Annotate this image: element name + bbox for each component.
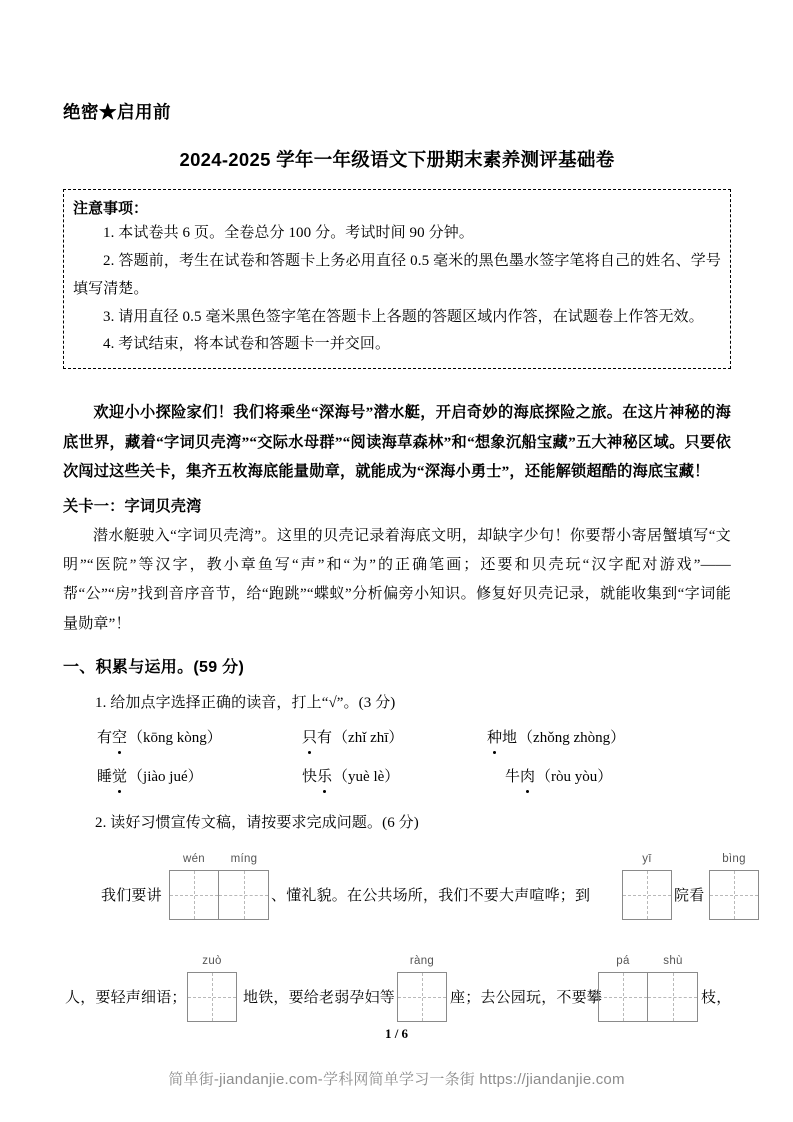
choice-pinyin: （jiào jué） xyxy=(128,768,203,785)
pinyin-label: ràng xyxy=(409,955,435,968)
choice-item[interactable] xyxy=(302,726,487,750)
tianzige-cell[interactable] xyxy=(169,870,219,920)
tianzige-group-pashu[interactable] xyxy=(598,955,698,1022)
tianzige-group-wenming[interactable] xyxy=(169,853,269,920)
choice-word: 牛肉 xyxy=(505,765,535,789)
pinyin-label: zuò xyxy=(202,955,222,968)
level-one-body: 潜水艇驶入“字词贝壳湾”。这里的贝壳记录着海底文明，却缺字少句！你要帮小寄居蟹填写“文明”“医院”等汉字，教小章鱼写“声”和“为”的正确笔画；还要和贝壳玩“汉字配对游戏”——帮“公”“房”找到音序音节，给“跑跳”“蝶蚁”分析偏旁小知识。修复好贝壳记录，就能收集到“字词能量勋章”！ xyxy=(63,527,731,632)
pinyin-label: pá xyxy=(616,955,630,968)
pinyin-labels xyxy=(169,853,269,865)
line-text-segment: 我们要讲 xyxy=(101,888,162,905)
tianzige-cells[interactable] xyxy=(187,972,237,1022)
dotted-char: 觉 xyxy=(112,765,127,789)
choice-word: 有空 xyxy=(97,726,127,750)
question-1-row-2 xyxy=(97,765,731,789)
tianzige-cells[interactable] xyxy=(622,870,672,920)
pinyin-label: bìng xyxy=(722,853,746,866)
question-2-stem: 2. 读好习惯宣传文稿，请按要求完成问题。(6 分) xyxy=(95,814,419,831)
page-title: 2024-2025 学年一年级语文下册期末素养测评基础卷 xyxy=(179,149,615,170)
tianzige-cell[interactable] xyxy=(219,870,269,920)
pinyin-labels xyxy=(622,853,672,865)
tianzige-cells[interactable] xyxy=(169,870,269,920)
section-one-heading: 一、积累与运用。(59 分) xyxy=(63,658,245,676)
pinyin-label: míng xyxy=(230,853,258,866)
dotted-char: 乐 xyxy=(317,765,332,789)
choice-item[interactable] xyxy=(97,726,302,750)
line-text-segment: 、懂礼貌。在公共场所，我们不要大声喧哗；到 xyxy=(271,888,591,905)
pinyin-labels xyxy=(397,955,447,967)
pinyin-label: yī xyxy=(642,853,652,866)
pinyin-label: wén xyxy=(183,853,205,866)
question-2-line-1 xyxy=(65,849,746,949)
choice-word: 快乐 xyxy=(302,765,332,789)
choice-word: 种地 xyxy=(487,726,517,750)
page-number: 1 / 6 xyxy=(384,1026,409,1041)
dotted-char: 只 xyxy=(302,726,317,750)
page-content xyxy=(63,0,746,1051)
tianzige-cells[interactable] xyxy=(598,972,698,1022)
pinyin-labels xyxy=(187,955,237,967)
tianzige-group-rang[interactable] xyxy=(397,955,447,1022)
choice-item[interactable] xyxy=(487,726,687,750)
watermark: 简单街-jiandanjie.com-学科网简单学习一条街 https://jiandanjie.com xyxy=(168,1071,625,1088)
dotted-char: 肉 xyxy=(520,765,535,789)
dotted-char: 种 xyxy=(487,726,502,750)
secrecy-label: 绝密★启用前 xyxy=(63,102,171,122)
tianzige-cell[interactable] xyxy=(187,972,237,1022)
tianzige-cells[interactable] xyxy=(709,870,759,920)
notice-title: 注意事项： xyxy=(73,200,149,217)
notice-item-3: 3. 请用直径 0.5 毫米黑色签字笔在答题卡上各题的答题区域内作答，在试题卷上作答无效。 xyxy=(103,308,704,325)
notice-item-1: 1. 本试卷共 6 页。全卷总分 100 分。考试时间 90 分钟。 xyxy=(103,225,474,242)
choice-pinyin: （zhǐ zhī） xyxy=(333,729,404,746)
line-text-segment: 座；去公园玩，不要攀 xyxy=(450,990,603,1007)
intro-paragraph: 欢迎小小探险家们！我们将乘坐“深海号”潜水艇，开启奇妙的海底探险之旅。在这片神秘的海底世界，藏着“字词贝壳湾”“交际水母群”“阅读海草森林”和“想象沉船宝藏”五大神秘区域。只要依次闯过这些关卡，集齐五枚海底能量勋章，就能成为“深海小勇士”，还能解锁超酷的海底宝藏！ xyxy=(63,404,731,481)
notice-item-2: 2. 答题前，考生在试卷和答题卡上务必用直径 0.5 毫米的黑色墨水签字笔将自己的姓名、学号填写清楚。 xyxy=(73,253,721,297)
tianzige-cell[interactable] xyxy=(709,870,759,920)
choice-word: 睡觉 xyxy=(97,765,127,789)
level-one-heading: 关卡一：字词贝壳湾 xyxy=(63,497,202,515)
choice-pinyin: （zhǒng zhòng） xyxy=(518,729,626,746)
line-text-segment: 人，要轻声细语； xyxy=(65,990,187,1007)
pinyin-label: shù xyxy=(663,955,683,968)
dotted-char: 空 xyxy=(112,726,127,750)
tianzige-cell[interactable] xyxy=(622,870,672,920)
tianzige-group-bing[interactable] xyxy=(709,853,759,920)
pinyin-labels xyxy=(709,853,759,865)
choice-item[interactable] xyxy=(97,765,302,789)
notice-item-4: 4. 考试结束，将本试卷和答题卡一并交回。 xyxy=(103,336,391,353)
question-1-row-1 xyxy=(97,726,731,750)
pinyin-labels xyxy=(598,955,698,967)
choice-pinyin: （yuè lè） xyxy=(333,768,400,785)
question-1-stem: 1. 给加点字选择正确的读音，打上“√”。(3 分) xyxy=(95,695,396,712)
choice-pinyin: （kōng kòng） xyxy=(128,729,222,746)
tianzige-group-zuo[interactable] xyxy=(187,955,237,1022)
line-text-segment: 地铁，要给老弱孕妇等 xyxy=(243,990,396,1007)
choice-word: 只有 xyxy=(302,726,332,750)
choice-item[interactable] xyxy=(302,765,487,789)
line-text-segment: 院看 xyxy=(674,888,705,905)
tianzige-cell[interactable] xyxy=(648,972,698,1022)
choice-item[interactable] xyxy=(487,765,705,789)
tianzige-cells[interactable] xyxy=(397,972,447,1022)
tianzige-cell[interactable] xyxy=(598,972,648,1022)
line-text-segment: 枝， xyxy=(701,990,732,1007)
tianzige-group-yi[interactable] xyxy=(622,853,672,920)
notice-box xyxy=(63,189,731,369)
choice-pinyin: （ròu yòu） xyxy=(536,768,613,785)
tianzige-cell[interactable] xyxy=(397,972,447,1022)
